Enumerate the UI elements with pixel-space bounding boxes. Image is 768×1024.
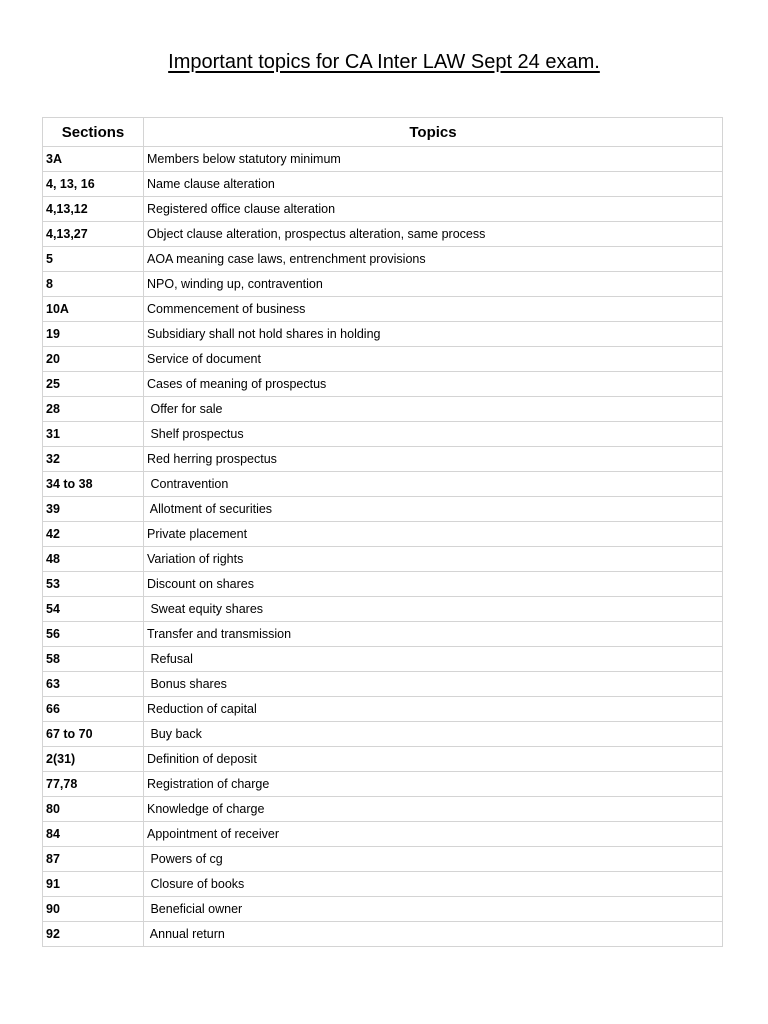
section-cell: 4,13,27: [43, 222, 144, 247]
section-cell: 56: [43, 622, 144, 647]
table-row: [43, 372, 723, 397]
table-row: [43, 797, 723, 822]
table-row: [43, 247, 723, 272]
table-row: [43, 597, 723, 622]
section-cell: 53: [43, 572, 144, 597]
table-row: [43, 347, 723, 372]
section-cell: 19: [43, 322, 144, 347]
section-cell: 67 to 70: [43, 722, 144, 747]
section-cell: 66: [43, 697, 144, 722]
section-cell: 8: [43, 272, 144, 297]
section-cell: 20: [43, 347, 144, 372]
section-cell: 32: [43, 447, 144, 472]
topic-cell: Shelf prospectus: [144, 422, 723, 447]
table-row: [43, 422, 723, 447]
table-row: [43, 672, 723, 697]
table-row: [43, 772, 723, 797]
section-cell: 34 to 38: [43, 472, 144, 497]
topic-cell: Bonus shares: [144, 672, 723, 697]
table-row: [43, 297, 723, 322]
topic-cell: Buy back: [144, 722, 723, 747]
topic-cell: Reduction of capital: [144, 697, 723, 722]
table-row: [43, 497, 723, 522]
table-row: [43, 572, 723, 597]
table-row: [43, 222, 723, 247]
topic-cell: Knowledge of charge: [144, 797, 723, 822]
table-row: [43, 722, 723, 747]
topic-cell: Subsidiary shall not hold shares in holding: [144, 322, 723, 347]
table-row: [43, 522, 723, 547]
table-row: [43, 547, 723, 572]
topic-cell: Beneficial owner: [144, 897, 723, 922]
table-header-row: [43, 118, 723, 147]
table-row: [43, 747, 723, 772]
topic-cell: Service of document: [144, 347, 723, 372]
section-cell: 48: [43, 547, 144, 572]
topic-cell: Powers of cg: [144, 847, 723, 872]
table-row: [43, 397, 723, 422]
section-cell: 10A: [43, 297, 144, 322]
topic-cell: Name clause alteration: [144, 172, 723, 197]
topic-cell: Cases of meaning of prospectus: [144, 372, 723, 397]
section-cell: 63: [43, 672, 144, 697]
section-cell: 54: [43, 597, 144, 622]
table-row: [43, 472, 723, 497]
topic-cell: Offer for sale: [144, 397, 723, 422]
table-row: [43, 872, 723, 897]
topic-cell: Sweat equity shares: [144, 597, 723, 622]
table-row: [43, 697, 723, 722]
topic-cell: Private placement: [144, 522, 723, 547]
table-row: [43, 172, 723, 197]
section-cell: 25: [43, 372, 144, 397]
topic-cell: Refusal: [144, 647, 723, 672]
section-cell: 58: [43, 647, 144, 672]
topics-table: [42, 117, 723, 947]
section-cell: 91: [43, 872, 144, 897]
topic-cell: Registration of charge: [144, 772, 723, 797]
column-header-sections: Sections: [43, 118, 144, 147]
section-cell: 84: [43, 822, 144, 847]
section-cell: 28: [43, 397, 144, 422]
topic-cell: Closure of books: [144, 872, 723, 897]
section-cell: 90: [43, 897, 144, 922]
topic-cell: Variation of rights: [144, 547, 723, 572]
topic-cell: Registered office clause alteration: [144, 197, 723, 222]
section-cell: 4,13,12: [43, 197, 144, 222]
topic-cell: NPO, winding up, contravention: [144, 272, 723, 297]
section-cell: 4, 13, 16: [43, 172, 144, 197]
topic-cell: Allotment of securities: [144, 497, 723, 522]
topic-cell: Appointment of receiver: [144, 822, 723, 847]
topic-cell: Contravention: [144, 472, 723, 497]
page-title: Important topics for CA Inter LAW Sept 24 exam.: [168, 51, 600, 73]
table-row: [43, 897, 723, 922]
section-cell: 87: [43, 847, 144, 872]
section-cell: 5: [43, 247, 144, 272]
table-row: [43, 147, 723, 172]
table-row: [43, 822, 723, 847]
topic-cell: Object clause alteration, prospectus alteration, same process: [144, 222, 723, 247]
table-row: [43, 197, 723, 222]
table-row: [43, 922, 723, 947]
topic-cell: Red herring prospectus: [144, 447, 723, 472]
section-cell: 31: [43, 422, 144, 447]
topic-cell: Definition of deposit: [144, 747, 723, 772]
section-cell: 77,78: [43, 772, 144, 797]
table-row: [43, 622, 723, 647]
table-body: [43, 147, 723, 947]
table-row: [43, 647, 723, 672]
table-row: [43, 447, 723, 472]
section-cell: 92: [43, 922, 144, 947]
table-row: [43, 322, 723, 347]
section-cell: 42: [43, 522, 144, 547]
topic-cell: Members below statutory minimum: [144, 147, 723, 172]
column-header-topics: Topics: [144, 118, 723, 147]
topic-cell: Transfer and transmission: [144, 622, 723, 647]
section-cell: 2(31): [43, 747, 144, 772]
topic-cell: Annual return: [144, 922, 723, 947]
section-cell: 80: [43, 797, 144, 822]
topic-cell: AOA meaning case laws, entrenchment provisions: [144, 247, 723, 272]
section-cell: 39: [43, 497, 144, 522]
table-row: [43, 272, 723, 297]
table-row: [43, 847, 723, 872]
topic-cell: Discount on shares: [144, 572, 723, 597]
section-cell: 3A: [43, 147, 144, 172]
topic-cell: Commencement of business: [144, 297, 723, 322]
